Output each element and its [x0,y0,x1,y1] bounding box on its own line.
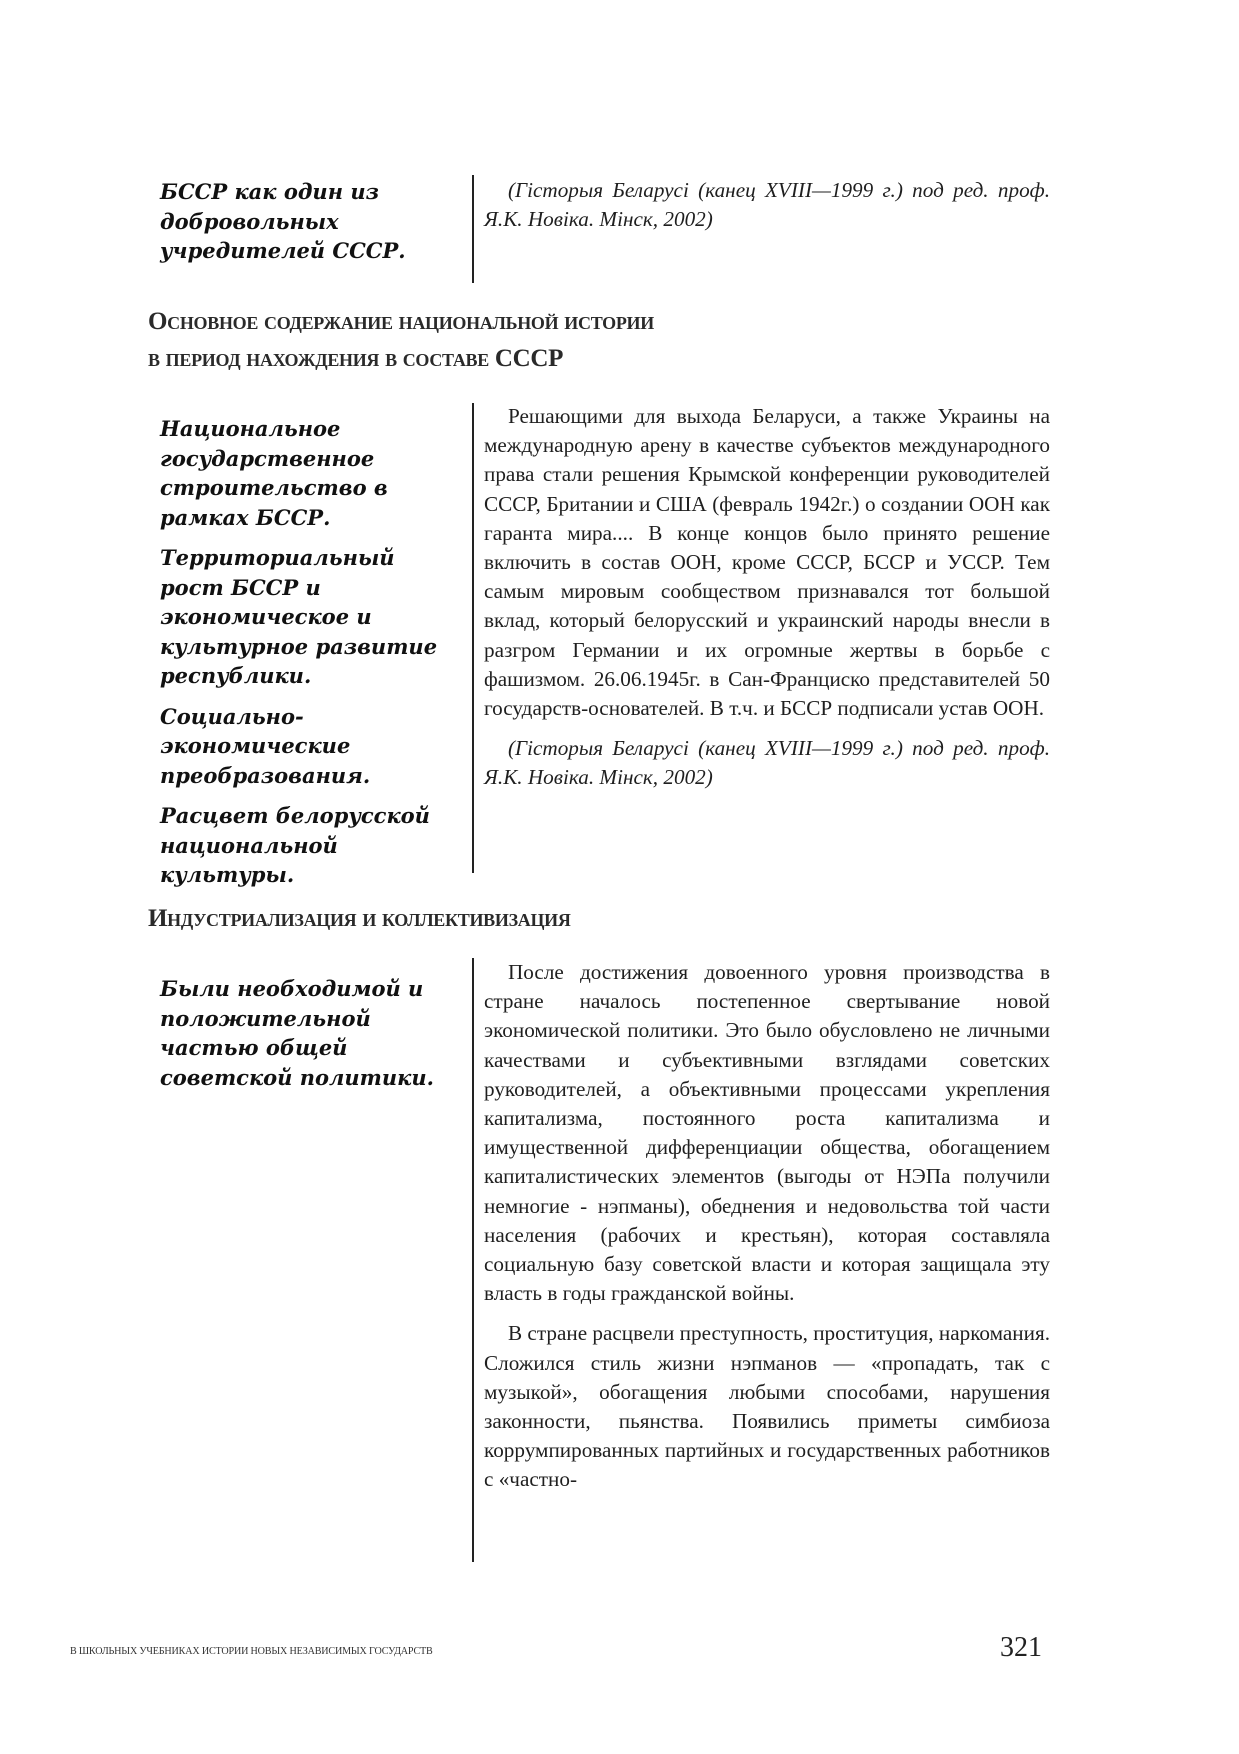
body-text [484,176,1050,245]
section-heading [148,303,654,377]
column-divider [472,403,474,873]
page-number: 321 [1000,1632,1042,1663]
heading-line: в период нахождения в составе СССР [148,345,564,372]
body-paragraph: После достижения довоенного уровня производства в стране началось постепенное свертывание новой экономической политики. Это было обусловлено не личными качествами и субъективными взглядами советских руководителей, а объективными процессами укрепления капитализма, постоянного роста капитализма и имущественной дифференциации общества, обогащением капиталистических элементов (выгоды от НЭПа получили немногие - нэпманы), обеднения и недовольства той части населения (рабочих и крестьян), которая составляла социальную базу советской власти и которая защищала эту власть в годы гражданской войны. [484,960,1050,1306]
section-heading [148,900,571,937]
margin-terms [160,414,460,901]
running-footer: В ШКОЛЬНЫХ УЧЕБНИКАХ ИСТОРИИ НОВЫХ НЕЗАВИСИМЫХ ГОСУДАРСТВ [70,1645,433,1657]
body-paragraph: В стране расцвели преступность, проституция, наркомания. Сложился стиль жизни нэпманов — «пропадать, так с музыкой», обогащения любыми способами, нарушения законности, пьянства. Появились приметы симбиоза коррумпированных партийных и государственных работников с «частно- [484,1321,1050,1492]
margin-term: Расцвет белорусской национальной культуры. [160,803,430,887]
margin-terms [160,177,460,277]
heading-line: Индустриализация и коллективизация [148,905,571,932]
margin-term: Были необходимой и положительной частью общей советской политики. [160,976,434,1090]
body-text [484,958,1050,1506]
body-paragraph: Решающими для выхода Беларуси, а также Украины на международную арену в качестве субъектов международного права стали решения Крымской конференции руководителей СССР, Британии и США (февраль 1942г.) о создании ООН как гаранта мира.... В конце концов было принято решение включить в состав ООН, кроме СССР, БССР и УССР. Тем самым мировым сообществом признавался тот большой вклад, который белорусский и украинский народы внесли в разгром Германии и их огромные жертвы в борьбе с фашизмом. 26.06.1945г. в Сан-Франциско представителей 50 государств-основателей. В т.ч. и БССР подписали устав ООН. [484,404,1050,721]
margin-terms [160,974,460,1103]
margin-term: Территориальный рост БССР и экономическое и культурное развитие республики. [160,545,438,688]
body-text [484,402,1050,804]
citation: (Гісторыя Беларусі (канец XVIII—1999 г.) под ред. проф. Я.К. Новіка. Мінск, 2002) [484,178,1050,232]
citation: (Гісторыя Беларусі (канец XVIII—1999 г.) под ред. проф. Я.К. Новіка. Мінск, 2002) [484,736,1050,790]
margin-term: Национальное государственное строительство в рамках БССР. [160,416,388,530]
margin-term: БССР как один из добровольных учредителей СССР. [160,179,406,263]
heading-line: Основное содержание национальной истории [148,308,654,335]
column-divider [472,958,474,1562]
margin-term: Социально-экономические преобразования. [160,703,371,788]
column-divider [472,175,474,283]
